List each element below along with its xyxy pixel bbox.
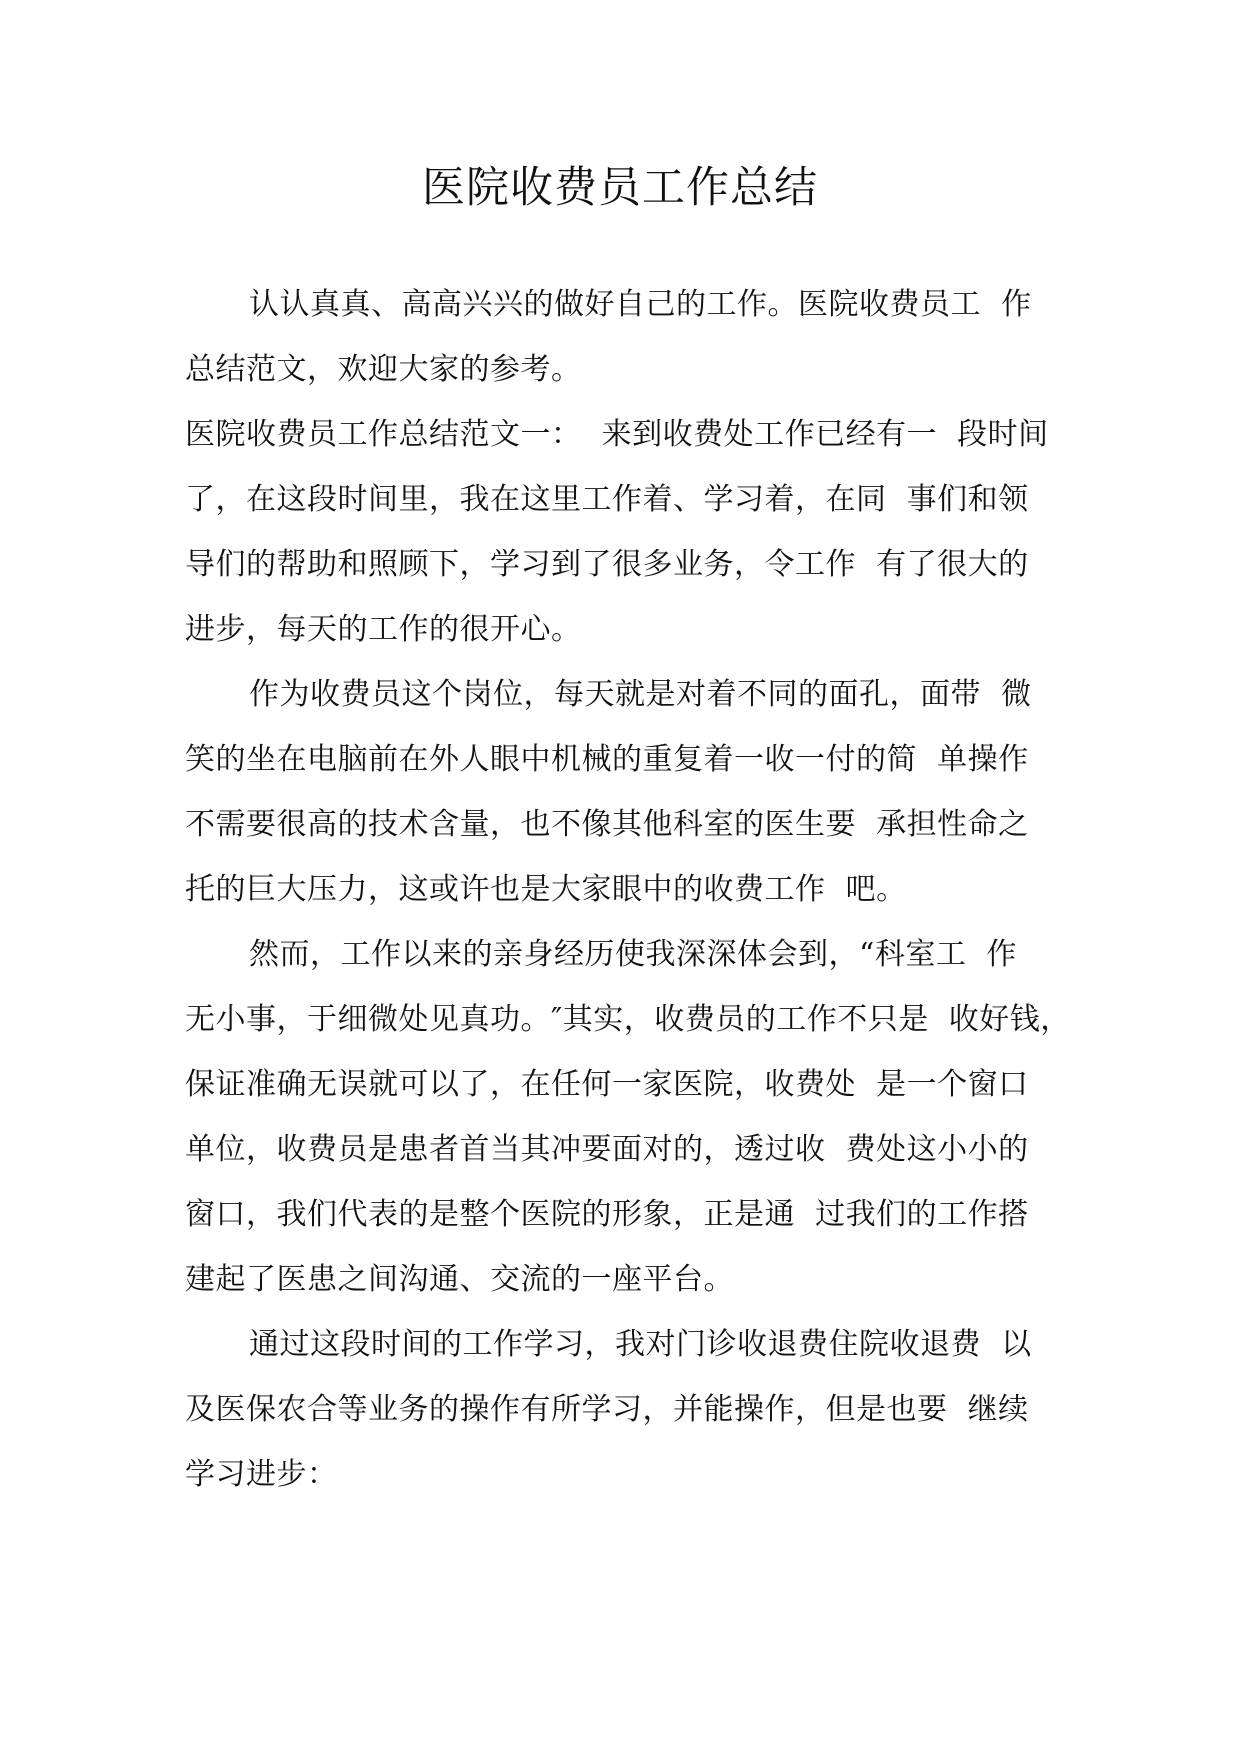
- paragraph-line: 然而，工作以来的亲身经历使我深深体会到，“科室工 作: [249, 937, 1017, 972]
- paragraph-line: 无小事，于细微处见真功。″其实，收费员的工作不只是 收好钱，: [185, 1002, 1071, 1037]
- paragraph-line: 不需要很高的技术含量，也不像其他科室的医生要 承担性命之: [185, 807, 1029, 842]
- paragraph-line: 及医保农合等业务的操作有所学习，并能操作，但是也要 继续: [185, 1392, 1029, 1427]
- paragraph-line: 笑的坐在电脑前在外人眼中机械的重复着一收一付的简 单操作: [185, 742, 1029, 777]
- document-body: [185, 272, 1070, 1507]
- paragraph-line: 窗口，我们代表的是整个医院的形象，正是通 过我们的工作搭: [185, 1197, 1029, 1232]
- paragraph-line: 导们的帮助和照顾下，学习到了很多业务，令工作 有了很大的: [185, 547, 1029, 582]
- paragraph-line: 认认真真、高高兴兴的做好自己的工作。医院收费员工 作: [249, 287, 1032, 322]
- paragraph-line: 医院收费员工作总结范文一： 来到收费处工作已经有一 段时间: [185, 417, 1049, 452]
- paragraph-line: 总结范文，欢迎大家的参考。: [185, 352, 582, 387]
- document-title: 医院收费员工作总结: [422, 163, 818, 213]
- paragraph-line: 建起了医患之间沟通、交流的一座平台。: [185, 1262, 734, 1297]
- paragraph-line: 单位，收费员是患者首当其冲要面对的，透过收 费处这小小的: [185, 1132, 1029, 1167]
- paragraph-line: 托的巨大压力，这或许也是大家眼中的收费工作 吧。: [185, 872, 907, 907]
- paragraph-line: 作为收费员这个岗位，每天就是对着不同的面孔，面带 微: [249, 677, 1032, 712]
- paragraph-line: 通过这段时间的工作学习，我对门诊收退费住院收退费 以: [249, 1327, 1032, 1362]
- paragraph-line: 进步，每天的工作的很开心。: [185, 612, 582, 647]
- paragraph-line: 学习进步：: [185, 1457, 338, 1492]
- paragraph-line: 了，在这段时间里，我在这里工作着、学习着，在同 事们和领: [185, 482, 1029, 517]
- paragraph-line: 保证准确无误就可以了，在任何一家医院，收费处 是一个窗口: [185, 1067, 1029, 1102]
